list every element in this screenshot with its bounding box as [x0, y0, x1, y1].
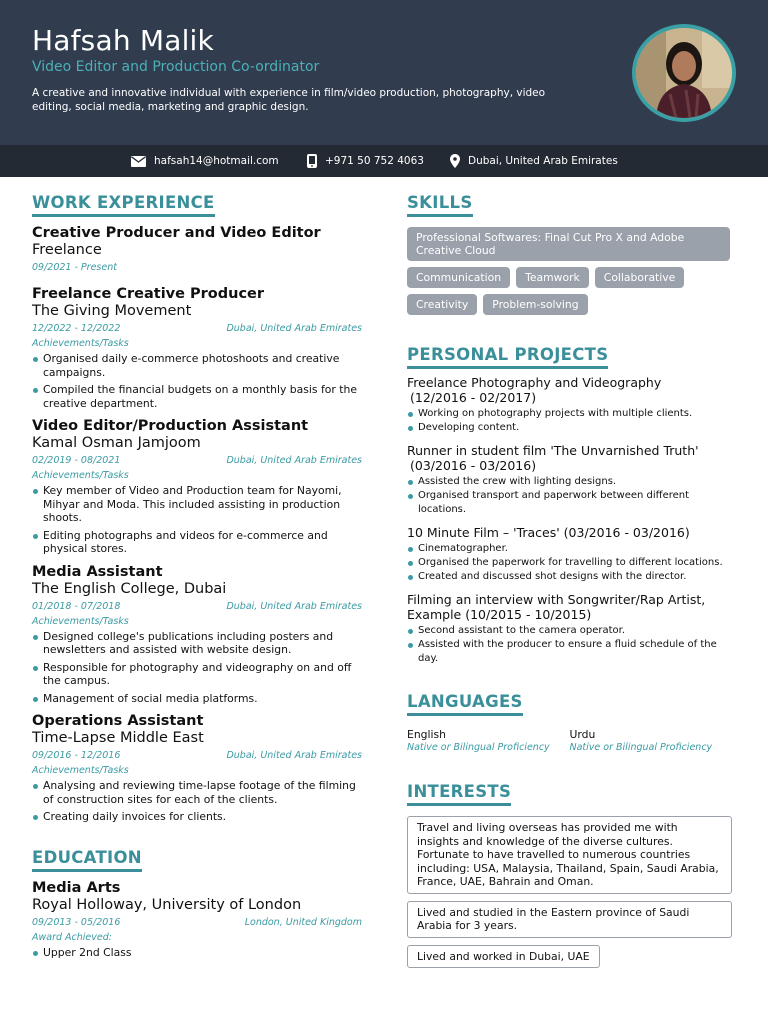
skills-heading: SKILLS: [407, 193, 473, 217]
interests-section: [407, 782, 732, 968]
job-entry: [32, 418, 362, 556]
list-item: Created and discussed shot designs with the director.: [407, 570, 732, 584]
summary-text: A creative and innovative individual with experience in film/video production, photography, video editing, social media, marketing and graphic design.: [32, 87, 546, 113]
job-title: Freelance Creative Producer: [32, 286, 265, 302]
interests-heading: INTERESTS: [407, 782, 511, 806]
project-entry: [407, 592, 732, 666]
job-meta: [32, 601, 362, 613]
location-pin-icon: [450, 154, 460, 168]
list-item: Assisted with the producer to ensure a fluid schedule of the day.: [407, 638, 732, 666]
job-company: Freelance: [32, 242, 102, 258]
job-dates: 09/2021 - Present: [32, 262, 117, 273]
job-bullets: [32, 352, 362, 410]
job-entry: [32, 564, 362, 706]
location-text: Dubai, United Arab Emirates: [468, 155, 618, 167]
list-item: Compiled the financial budgets on a monthly basis for the creative department.: [32, 383, 362, 410]
project-entry: [407, 443, 732, 517]
language-item: [407, 728, 570, 754]
job-meta: [32, 262, 362, 274]
language-level: Native or Bilingual Proficiency: [407, 742, 550, 753]
list-item: Editing photographs and videos for e-commerce and physical stores.: [32, 529, 362, 556]
education-section: [32, 848, 362, 960]
contact-bar: [0, 145, 768, 177]
skill-tag: Communication: [407, 267, 510, 288]
job-bullets: [32, 484, 362, 556]
job-location: Dubai, United Arab Emirates: [226, 323, 362, 334]
project-title: Filming an interview with Songwriter/Rap Artist, Example (10/2015 - 10/2015): [407, 592, 706, 622]
education-location: London, United Kingdom: [244, 916, 362, 928]
skills-list: [407, 227, 732, 315]
list-item: Cinematographer.: [407, 542, 732, 556]
resume-header: [0, 0, 768, 145]
job-location: Dubai, United Arab Emirates: [226, 600, 362, 612]
school-name: Royal Holloway, University of London: [32, 896, 302, 913]
interest-item: Lived and worked in Dubai, UAE: [407, 945, 600, 969]
job-title: Operations Assistant: [32, 713, 204, 729]
location-contact: [450, 145, 618, 177]
candidate-title: Video Editor and Production Co-ordinator: [32, 59, 320, 75]
job-company: Time-Lapse Middle East: [32, 730, 204, 746]
job-entry: [32, 713, 362, 824]
list-item: Organised the paperwork for travelling to different locations.: [407, 556, 732, 570]
project-dates: (03/2016 - 03/2016): [410, 458, 537, 473]
profile-photo: [632, 24, 736, 122]
job-bullets: [32, 630, 362, 706]
list-item: Second assistant to the camera operator.: [407, 624, 732, 638]
skill-tag: Teamwork: [516, 267, 589, 288]
projects-section: [407, 345, 732, 666]
left-column: [32, 193, 362, 963]
skill-tag: Collaborative: [595, 267, 685, 288]
candidate-name: Hafsah Malik: [32, 24, 214, 57]
education-entry: [32, 880, 362, 960]
job-dates: 02/2019 - 08/2021: [32, 455, 121, 466]
job-company: The English College, Dubai: [32, 580, 227, 597]
envelope-icon: [131, 156, 146, 167]
languages-heading: LANGUAGES: [407, 692, 523, 716]
award-label: Award Achieved:: [32, 931, 112, 943]
work-experience-heading: WORK EXPERIENCE: [32, 193, 215, 217]
phone-text: +971 50 752 4063: [325, 155, 424, 167]
skill-tag: Professional Softwares: Final Cut Pro X and Adobe Creative Cloud: [407, 227, 730, 261]
education-dates: 09/2013 - 05/2016: [32, 916, 121, 928]
list-item: Management of social media platforms.: [32, 692, 362, 706]
email-contact[interactable]: [131, 145, 279, 177]
list-item: Organised transport and paperwork between different locations.: [407, 489, 732, 517]
project-bullets: [407, 407, 732, 435]
languages-section: [407, 692, 732, 754]
right-column: [407, 193, 732, 968]
job-location: Dubai, United Arab Emirates: [226, 750, 362, 761]
skill-tag: Problem-solving: [483, 294, 587, 315]
job-meta: [32, 323, 362, 335]
list-item: Upper 2nd Class: [32, 946, 362, 960]
achievements-label: Achievements/Tasks: [32, 470, 129, 481]
degree-title: Media Arts: [32, 879, 121, 896]
language-name: English: [407, 728, 446, 741]
job-dates: 09/2016 - 12/2016: [32, 750, 121, 761]
list-item: Developing content.: [407, 421, 732, 435]
education-bullets: [32, 946, 362, 960]
education-meta: [32, 917, 362, 929]
job-title: Video Editor/Production Assistant: [32, 418, 309, 434]
list-item: Analysing and reviewing time-lapse footage of the filming of construction sites for each of the clients.: [32, 779, 362, 806]
list-item: Organised daily e-commerce photoshoots and creative campaigns.: [32, 352, 362, 379]
language-name: Urdu: [569, 728, 596, 741]
interest-item: Travel and living overseas has provided me with insights and knowledge of the diverse cultures. Fortunate to have travelled to numerous countries including: USA, Malaysia, Thailand, Spain, Saudi Arabia, France, UAE, Bahrain and Oman.: [407, 816, 732, 894]
list-item: Responsible for photography and videography on and off the campus.: [32, 661, 362, 688]
phone-icon: [307, 154, 317, 168]
languages-list: [407, 728, 732, 754]
project-title: 10 Minute Film – 'Traces' (03/2016 - 03/2016): [407, 525, 690, 540]
job-entry: [32, 225, 362, 274]
project-entry: [407, 375, 732, 435]
list-item: Key member of Video and Production team for Nayomi, Mihyar and Moda. This included assisting in production shoots.: [32, 484, 362, 525]
job-dates: 12/2022 - 12/2022: [32, 323, 121, 334]
job-company: The Giving Movement: [32, 303, 192, 319]
interest-item: Lived and studied in the Eastern province of Saudi Arabia for 3 years.: [407, 901, 732, 938]
achievements-label: Achievements/Tasks: [32, 338, 129, 349]
project-entry: [407, 525, 732, 584]
job-meta: [32, 455, 362, 467]
job-dates: 01/2018 - 07/2018: [32, 600, 121, 612]
project-title: Runner in student film 'The Unvarnished Truth': [407, 443, 699, 458]
job-entry: [32, 286, 362, 410]
email-text: hafsah14@hotmail.com: [154, 155, 279, 167]
projects-heading: PERSONAL PROJECTS: [407, 345, 608, 369]
project-dates: (12/2016 - 02/2017): [410, 390, 537, 405]
project-bullets: [407, 475, 732, 517]
achievements-label: Achievements/Tasks: [32, 765, 129, 776]
project-bullets: [407, 624, 732, 666]
list-item: Working on photography projects with multiple clients.: [407, 407, 732, 421]
job-meta: [32, 750, 362, 762]
education-heading: EDUCATION: [32, 848, 142, 872]
list-item: Designed college's publications including posters and newsletters and assisted with website design.: [32, 630, 362, 657]
phone-contact[interactable]: [307, 145, 424, 177]
job-bullets: [32, 779, 362, 824]
skill-tag: Creativity: [407, 294, 477, 315]
achievements-label: Achievements/Tasks: [32, 615, 129, 627]
project-bullets: [407, 542, 732, 584]
job-company: Kamal Osman Jamjoom: [32, 435, 201, 451]
project-title: Freelance Photography and Videography: [407, 375, 662, 390]
language-level: Native or Bilingual Proficiency: [569, 742, 713, 753]
language-item: [570, 728, 733, 754]
list-item: Creating daily invoices for clients.: [32, 810, 362, 824]
list-item: Assisted the crew with lighting designs.: [407, 475, 732, 489]
job-location: Dubai, United Arab Emirates: [226, 455, 362, 466]
job-title: Creative Producer and Video Editor: [32, 225, 321, 241]
profile-photo-illustration: [636, 28, 732, 118]
job-title: Media Assistant: [32, 563, 163, 580]
